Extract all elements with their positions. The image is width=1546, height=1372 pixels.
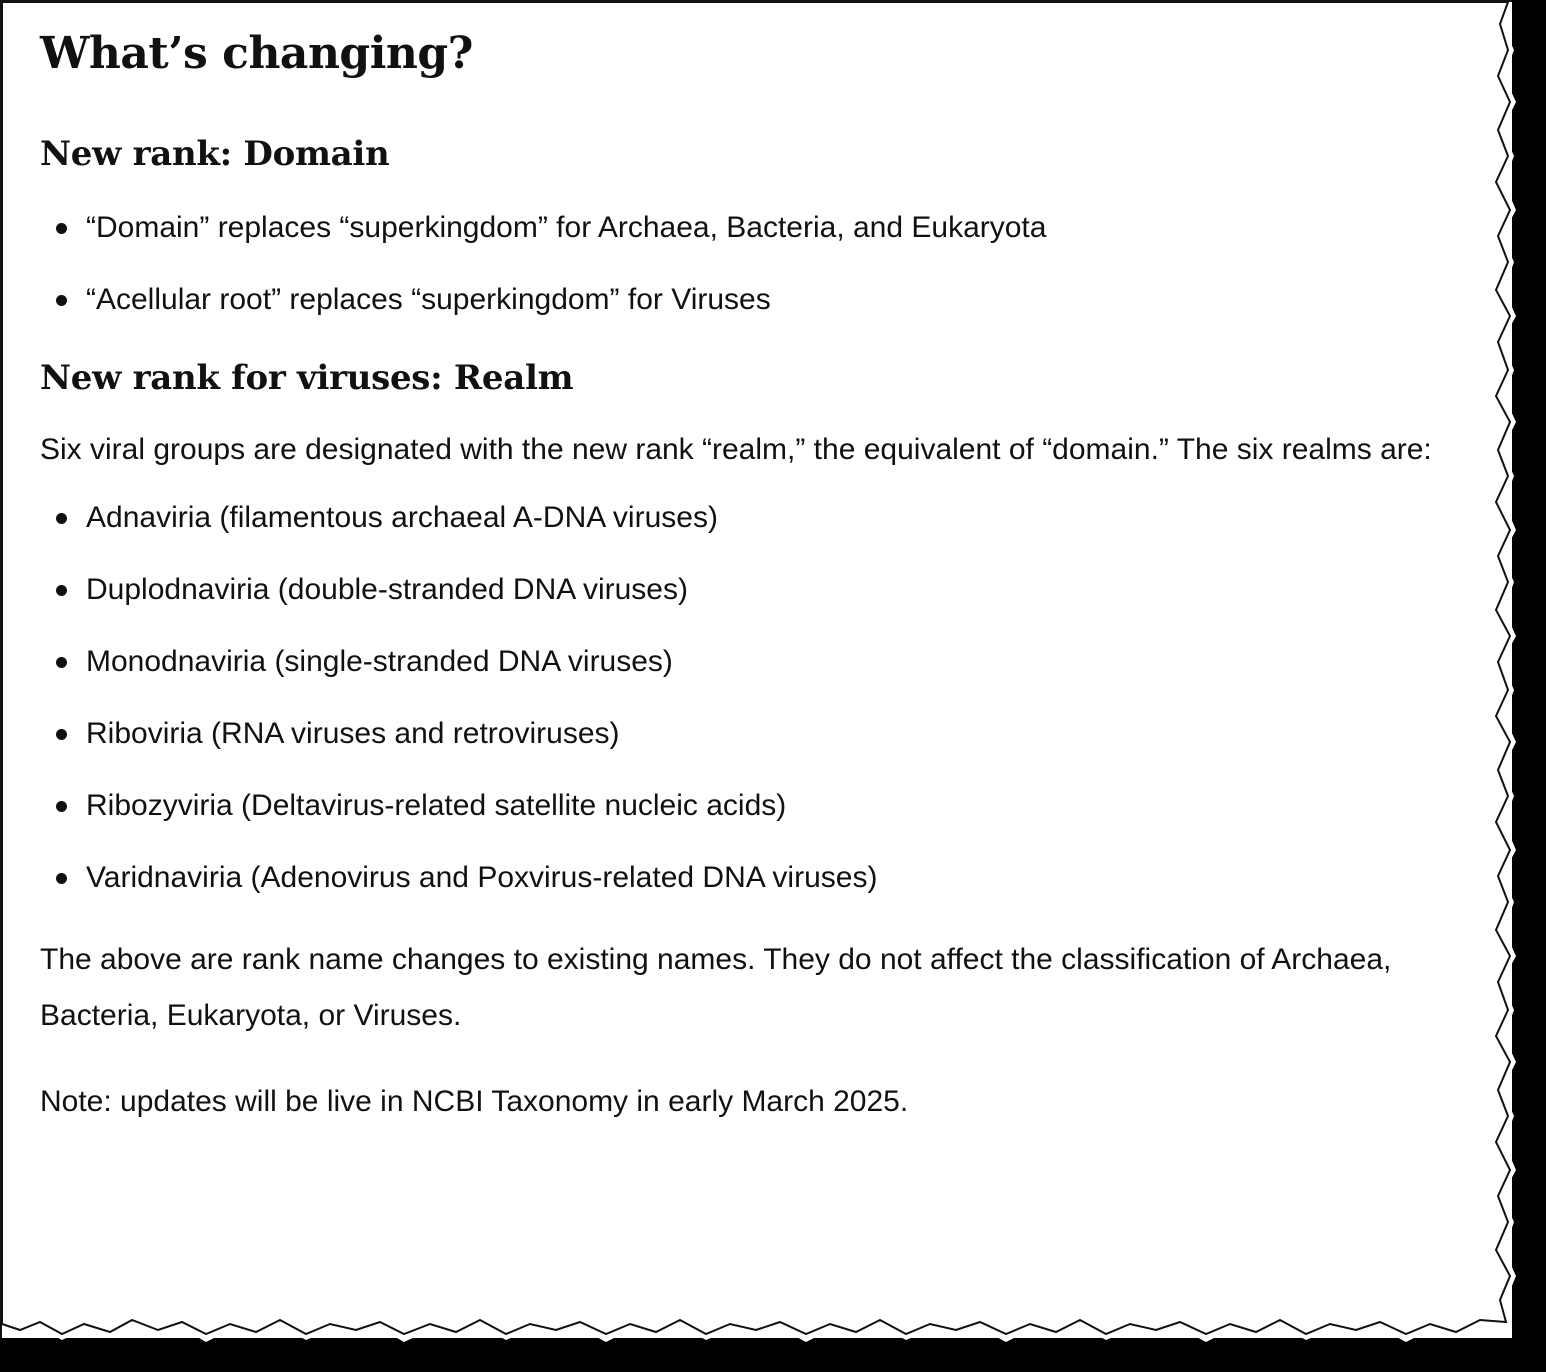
list-item: Varidnaviria (Adenovirus and Poxvirus-related DNA viruses)	[40, 858, 1470, 898]
list-item: Ribozyviria (Deltavirus-related satellite nucleic acids)	[40, 786, 1470, 826]
list-item: Adnaviria (filamentous archaeal A-DNA viruses)	[40, 498, 1470, 538]
list-item: “Acellular root” replaces “superkingdom” for Viruses	[40, 280, 1470, 320]
list-item: “Domain” replaces “superkingdom” for Archaea, Bacteria, and Eukaryota	[40, 208, 1470, 248]
closing-paragraph: The above are rank name changes to existing names. They do not affect the classification of Archaea, Bacteria, Eukaryota, or Viruses.	[40, 943, 1392, 1032]
realm-intro-paragraph: Six viral groups are designated with the new rank “realm,” the equivalent of “domain.” The six realms are:	[40, 433, 1432, 466]
page-title: What’s changing?	[40, 28, 473, 79]
list-item: Duplodnaviria (double-stranded DNA viruses)	[40, 570, 1470, 610]
list-item: Monodnaviria (single-stranded DNA viruses)	[40, 642, 1470, 682]
section-heading-realm: New rank for viruses: Realm	[40, 358, 574, 398]
article-content	[40, 24, 1470, 1130]
note-paragraph: Note: updates will be live in NCBI Taxonomy in early March 2025.	[40, 1085, 909, 1118]
list-item: Riboviria (RNA viruses and retroviruses)	[40, 714, 1470, 754]
section-heading-domain: New rank: Domain	[40, 134, 390, 174]
realm-list	[40, 498, 1470, 898]
domain-change-list	[40, 208, 1470, 320]
